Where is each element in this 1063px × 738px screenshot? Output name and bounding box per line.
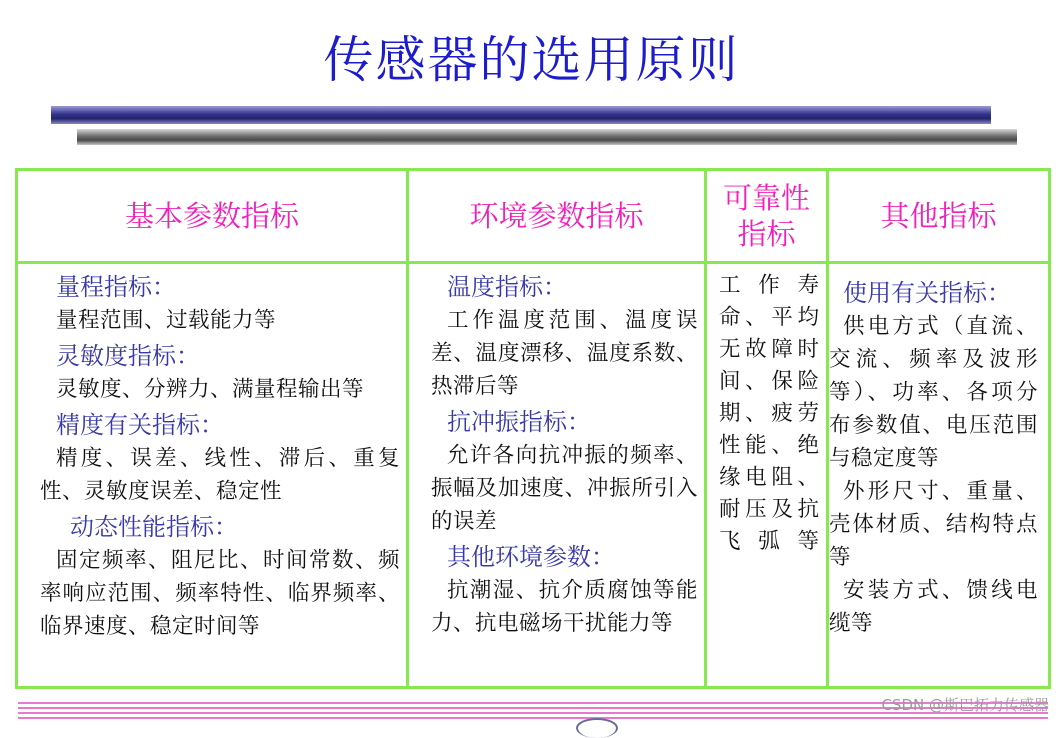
decorative-gray-bar xyxy=(77,129,1017,145)
range-text: 量程范围、过载能力等 xyxy=(56,308,277,333)
criteria-table xyxy=(15,168,1051,689)
installation-text: 安装方式、馈线电缆等 xyxy=(829,578,1038,636)
header-row xyxy=(17,170,1050,263)
dimensions-text: 外形尺寸、重量、壳体材质、结构特点等 xyxy=(829,479,1038,570)
env-params-cell xyxy=(408,263,706,688)
logo-icon xyxy=(576,718,618,738)
accuracy-text: 精度、误差、线性、滞后、重复性、灵敏度误差、稳定性 xyxy=(40,446,400,504)
dynamic-text: 固定频率、阻尼比、时间常数、频率响应范围、频率特性、临界频率、临界速度、稳定时间等 xyxy=(40,548,400,639)
reliability-cell xyxy=(706,263,828,688)
decorative-blue-bar xyxy=(51,106,991,124)
reliability-text: 工作寿命、平均无故障时间、保险期、疲劳性能、绝缘电阻、耐压及抗飞弧等 xyxy=(719,273,820,554)
sensitivity-text: 灵敏度、分辨力、满量程输出等 xyxy=(56,377,365,402)
header-reliability xyxy=(706,170,828,263)
dynamic-label: 动态性能指标： xyxy=(70,513,238,541)
shock-label: 抗冲振指标： xyxy=(447,408,591,436)
accuracy-label: 精度有关指标： xyxy=(56,411,224,439)
csdn-watermark: CSDN @斯巴拓力传感器 xyxy=(881,696,1049,714)
header-reliability-line1: 可靠性 xyxy=(722,181,810,215)
content-row xyxy=(17,263,1050,688)
header-other: 其他指标 xyxy=(828,170,1050,263)
header-env-params: 环境参数指标 xyxy=(408,170,706,263)
sensitivity-label: 灵敏度指标： xyxy=(56,342,200,370)
header-basic-params: 基本参数指标 xyxy=(17,170,408,263)
basic-params-cell xyxy=(17,263,408,688)
other-env-label: 其他环境参数： xyxy=(447,543,615,571)
footer-rule-4 xyxy=(18,717,1048,719)
range-label: 量程指标： xyxy=(56,273,176,301)
temperature-text: 工作温度范围、温度误差、温度漂移、温度系数、热滞后等 xyxy=(431,308,698,399)
header-reliability-line2: 指标 xyxy=(737,217,796,251)
other-cell xyxy=(828,263,1050,688)
slide-title: 传感器的选用原则 xyxy=(323,31,740,89)
temperature-label: 温度指标： xyxy=(447,273,567,301)
other-env-text: 抗潮湿、抗介质腐蚀等能力、抗电磁场干扰能力等 xyxy=(431,578,698,636)
shock-text: 允许各向抗冲振的频率、振幅及加速度、冲振所引入的误差 xyxy=(431,443,698,534)
usage-text: 供电方式（直流、交流、频率及波形等）、功率、各项分布参数值、电压范围与稳定度等 xyxy=(829,314,1038,471)
usage-label: 使用有关指标： xyxy=(843,279,1011,307)
